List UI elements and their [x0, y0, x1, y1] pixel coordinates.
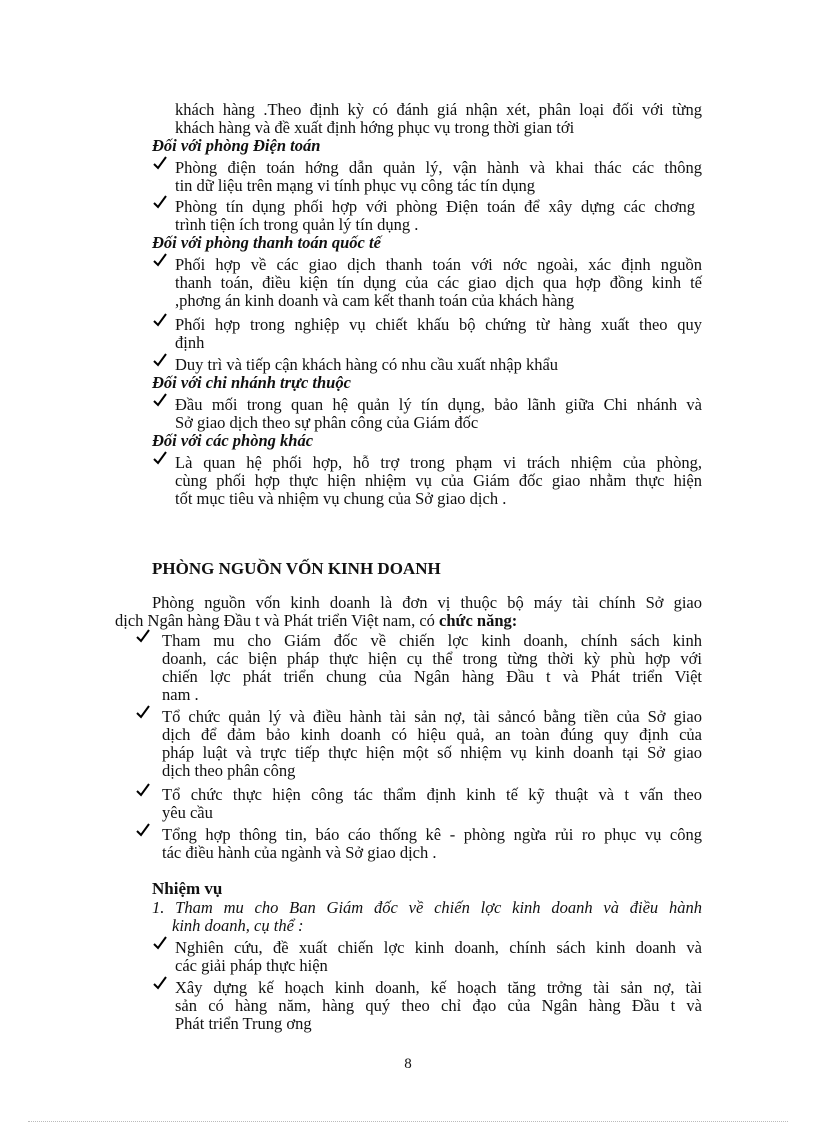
bullet-text-line: Phát triển Trung ơng: [175, 1014, 312, 1033]
checkmark-icon: [153, 253, 167, 267]
bullet-text-line: Sở giao dịch theo sự phân công của Giám đốc: [175, 413, 479, 432]
checkmark-icon: [153, 936, 167, 950]
page-number: 8: [404, 1056, 412, 1072]
bullet-text-line: doanh, các biện pháp thực hiện cụ thể trong từng thời kỳ phù hợp với: [162, 649, 702, 668]
bullet-text-line: Duy trì và tiếp cận khách hàng có nhu cầu xuất nhập khẩu: [175, 355, 559, 374]
bullet-text-line: Tham mu cho Giám đốc về chiến lợc kinh doanh, chính sách kinh: [162, 631, 702, 650]
checkmark-icon: [153, 451, 167, 465]
intro-text-line: [115, 612, 517, 630]
page-bottom-divider: [28, 1121, 788, 1122]
body-text-line: khách hàng và đề xuất định hớng phục vụ trong thời gian tới: [175, 118, 575, 137]
checkmark-icon: [136, 783, 150, 797]
subheading-dien-toan: Đối với phòng Điện toán: [152, 136, 321, 155]
bullet-text-line: Tổ chức thực hiện công tác thẩm định kinh tế kỹ thuật và t vấn theo: [162, 785, 702, 804]
bullet-text-line: Nghiên cứu, đề xuất chiến lợc kinh doanh, chính sách kinh doanh và: [175, 938, 702, 957]
bullet-text-line: Là quan hệ phối hợp, hỗ trợ trong phạm vi trách nhiệm của phòng,: [175, 453, 702, 472]
bullet-text-line: ,phơng án kinh doanh và cam kết thanh toán của khách hàng: [175, 291, 575, 310]
checkmark-icon: [136, 823, 150, 837]
bullet-text-line: Tổ chức quản lý và điều hành tài sản nợ, tài sảncó bằng tiền của Sở giao: [162, 707, 702, 726]
bullet-text-line: tác điều hành của ngành và Sở giao dịch .: [162, 843, 437, 862]
section-title: PHÒNG NGUỒN VỐN KINH DOANH: [152, 559, 441, 578]
bullet-text-line: Phòng điện toán hớng dẫn quản lý, vận hành và khai thác các thông: [175, 158, 702, 177]
intro-text-line: Phòng nguồn vốn kinh doanh là đơn vị thuộc bộ máy tài chính Sở giao: [152, 593, 702, 612]
bullet-text-line: Đầu mối trong quan hệ quản lý tín dụng, bảo lãnh giữa Chi nhánh và: [175, 395, 702, 414]
checkmark-icon: [136, 705, 150, 719]
checkmark-icon: [153, 195, 167, 209]
checkmark-icon: [136, 629, 150, 643]
checkmark-icon: [153, 976, 167, 990]
body-text-line: khách hàng .Theo định kỳ có đánh giá nhận xét, phân loại đối với từng: [175, 100, 702, 119]
numbered-item-line: 1. Tham mu cho Ban Giám đốc về chiến lợc kinh doanh và điều hành: [152, 898, 702, 917]
bullet-text-line: dịch để đảm bảo kinh doanh có hiệu quả, an toàn đúng quy định của: [162, 725, 702, 744]
bullet-text-line: cùng phối hợp thực hiện nhiệm vụ của Giám đốc giao nhằm thực hiện: [175, 471, 702, 490]
bullet-text-line: Phối hợp về các giao dịch thanh toán với nớc ngoài, xác định nguồn: [175, 255, 702, 274]
bullet-text-line: thanh toán, điều kiện tín dụng của các giao dịch qua hợp đồng kinh tế: [175, 273, 702, 292]
bullet-text-line: chiến lợc phát triển chung của Ngân hàng Đầu t và Phát triển Việt: [162, 667, 702, 686]
intro-text: dịch Ngân hàng Đầu t và Phát triển Việt nam, có: [115, 611, 440, 630]
bullet-text-line: tin dữ liệu trên mạng vi tính phục vụ công tác tín dụng: [175, 176, 535, 195]
bullet-text-line: Xây dựng kế hoạch kinh doanh, kế hoạch tăng trởng tài sản nợ, tài: [175, 978, 702, 997]
bullet-text-line: Phòng tín dụng phối hợp với phòng Điện toán để xây dựng các chơng: [175, 197, 695, 216]
bullet-text-line: Tổng hợp thông tin, báo cáo thống kê - phòng ngừa rủi ro phục vụ công: [162, 825, 702, 844]
bullet-text-line: nam .: [162, 685, 199, 704]
bullet-text-line: trình tiện ích trong quản lý tín dụng .: [175, 215, 419, 234]
subheading-thanh-toan-quoc-te: Đối với phòng thanh toán quốc tế: [152, 233, 381, 252]
bullet-text-line: các giải pháp thực hiện: [175, 956, 328, 975]
checkmark-icon: [153, 313, 167, 327]
subheading-chi-nhanh: Đối với chi nhánh trực thuộc: [152, 373, 351, 392]
checkmark-icon: [153, 353, 167, 367]
checkmark-icon: [153, 393, 167, 407]
bullet-text-line: dịch theo phân công: [162, 761, 296, 780]
bullet-text-line: sản có hàng năm, hàng quý theo chỉ đạo của Ngân hàng Đầu t và: [175, 996, 702, 1015]
chuc-nang-label: chức năng:: [439, 611, 518, 630]
nhiem-vu-heading: Nhiệm vụ: [152, 879, 223, 898]
checkmark-icon: [153, 156, 167, 170]
bullet-text-line: tốt mục tiêu và nhiệm vụ chung của Sở giao dịch .: [175, 489, 507, 508]
bullet-text-line: Phối hợp trong nghiệp vụ chiết khấu bộ chứng từ hàng xuất theo quy: [175, 315, 702, 334]
subheading-phong-khac: Đối với các phòng khác: [152, 431, 314, 450]
bullet-text-line: pháp luật và trực tiếp thực hiện một số nhiệm vụ kinh doanh tại Sở giao: [162, 743, 702, 762]
numbered-item-line: kinh doanh, cụ thể :: [172, 916, 304, 935]
bullet-text-line: yêu cầu: [162, 803, 213, 822]
bullet-text-line: định: [175, 333, 205, 352]
